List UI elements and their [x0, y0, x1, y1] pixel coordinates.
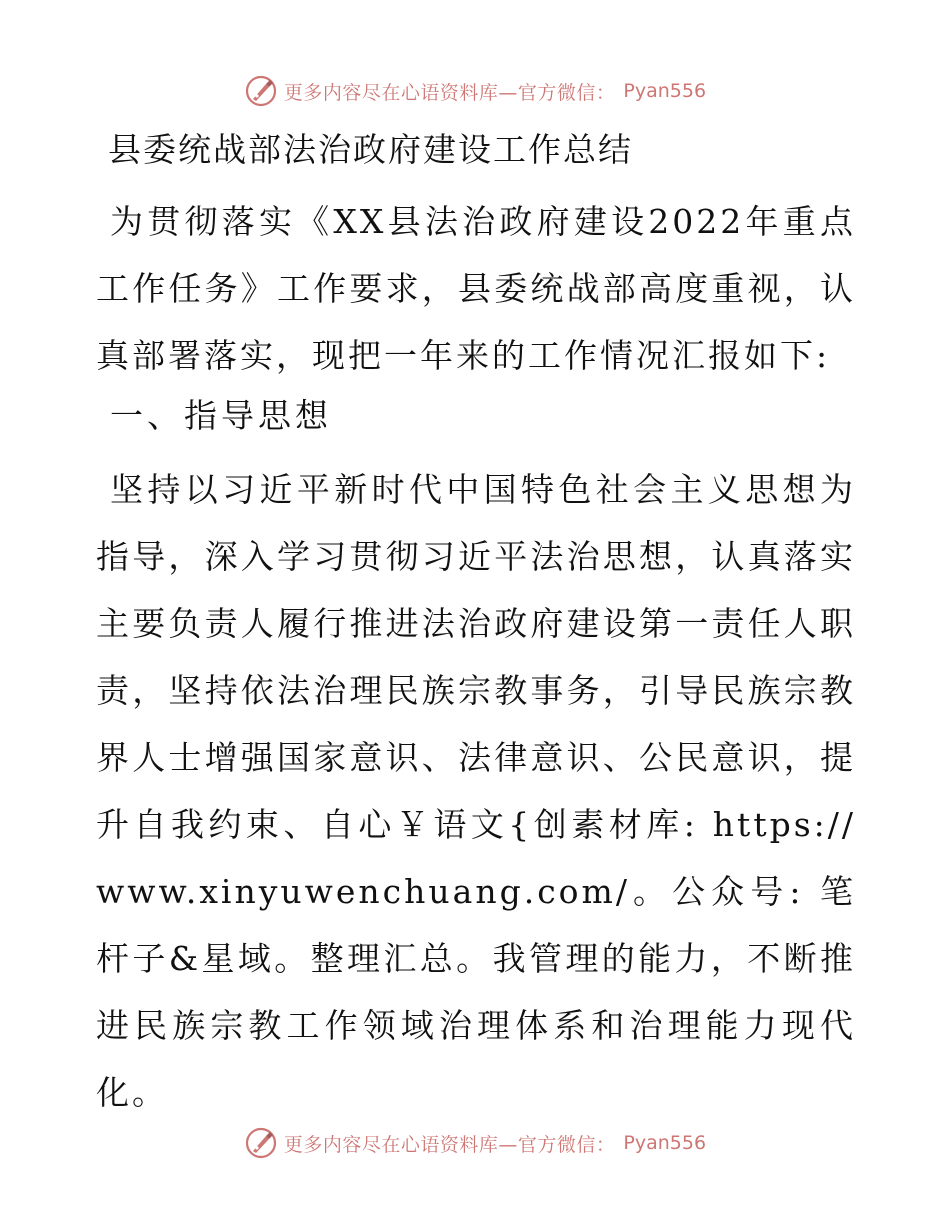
section-heading-guiding-ideology: 一、指导思想	[110, 396, 332, 435]
intro-paragraph: 为贯彻落实《XX县法治政府建设2022年重点工作任务》工作要求，县委统战部高度重视，认真部署落实，现把一年来的工作情况汇报如下:	[96, 202, 856, 375]
document-title: 县委统战部法治政府建设工作总结	[108, 130, 633, 169]
watermark-text: 更多内容尽在心语资料库—官方微信：	[283, 81, 616, 104]
pen-nib-logo-icon	[244, 1126, 278, 1160]
pen-nib-logo-icon	[244, 74, 278, 108]
header-watermark	[0, 74, 950, 108]
watermark-text: 更多内容尽在心语资料库—官方微信：	[283, 1133, 616, 1156]
watermark-contact: Pyan556	[623, 1132, 707, 1154]
watermark-contact: Pyan556	[623, 80, 707, 102]
footer-watermark	[0, 1126, 950, 1160]
section-1-paragraph: 坚持以习近平新时代中国特色社会主义思想为指导，深入学习贯彻习近平法治思想，认真落实主要负责人履行推进法治政府建设第一责任人职责，坚持依法治理民族宗教事务，引导民族宗教界人士增强国家意识、法律意识、公民意识，提升自我约束、自心￥语文{创素材库: https://www.xinyuwenchuang.com/。公众号: 笔杆子&星域。整理汇总。我管理的能力，不断推进民族宗教工作领域治理体系和治理能力现代化。	[96, 470, 856, 1112]
